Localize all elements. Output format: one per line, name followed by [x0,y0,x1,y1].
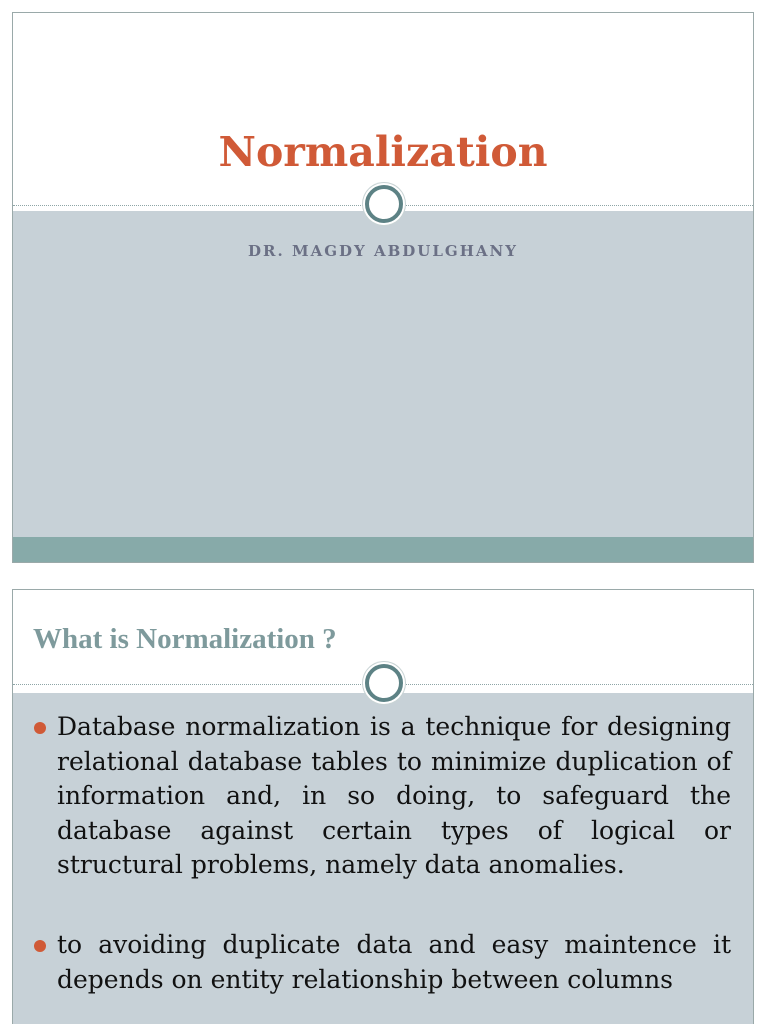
bullet-dot-icon [34,940,46,952]
circle-ornament-icon [365,185,403,223]
title-slide [12,12,754,563]
slide-header-area [13,13,753,211]
bullet-text: to avoiding duplicate data and easy maintence it depends on entity relationship between columns [57,930,731,994]
circle-ornament-icon [365,664,403,702]
bullet-text: Database normalization is a technique for designing relational database tables to minimize duplication of information and, in so doing, to safeguard the database against certain types of logical or structural problems, namely data anomalies. [57,712,731,879]
slide-footer-band [13,537,753,563]
slide-title: Normalization [218,128,548,176]
slide-title: What is Normalization ? [33,623,337,655]
bullet-dot-icon [34,722,46,734]
bullet-item [34,710,731,883]
bullet-item [34,928,731,997]
slide-subtitle: DR. MAGDY ABDULGHANY [248,242,518,260]
content-slide [12,589,754,1024]
